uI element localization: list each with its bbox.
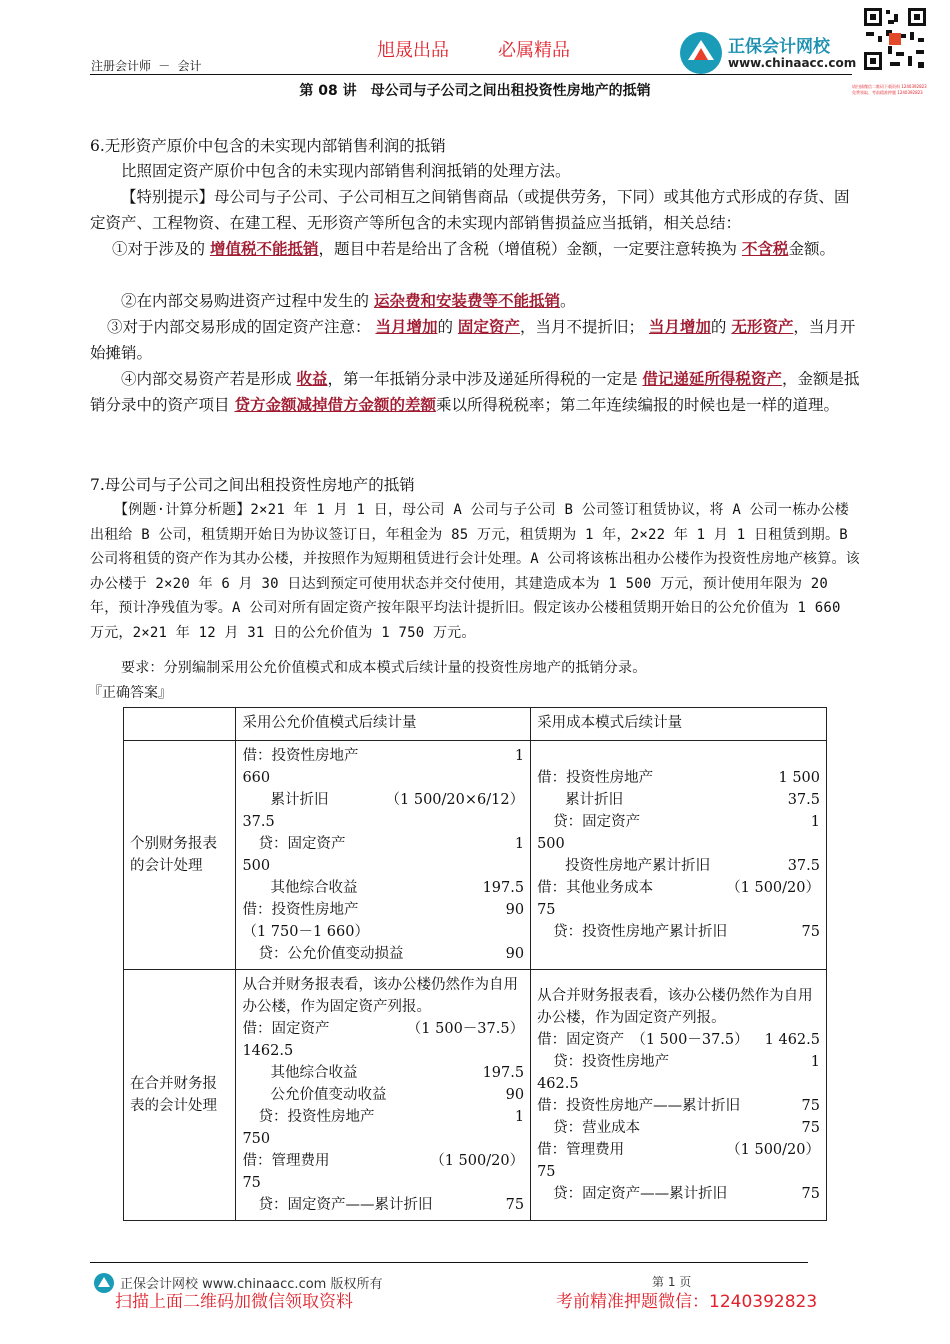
summary-item-4 <box>90 366 860 418</box>
journal-line <box>537 1117 820 1139</box>
journal-amount: 1 <box>514 1109 525 1125</box>
journal-account: 贷：营业成本 <box>553 1120 641 1136</box>
journal-line <box>537 767 820 789</box>
item2-text-a: ②在内部交易购进资产过程中发生的 <box>121 292 370 310</box>
answer-label: 『正确答案』 <box>88 685 172 701</box>
item4-text-c: ，金额是抵销分录中的资产项目 <box>90 370 860 414</box>
journal-line <box>537 899 820 921</box>
chinaacc-logo <box>678 30 858 76</box>
journal-account: 75 <box>537 1164 556 1180</box>
journal-amount: 37.5 <box>787 858 820 874</box>
journal-line <box>242 1150 524 1172</box>
special-tip: 【特别提示】母公司与子公司、子公司相互之间销售商品（或提供劳务，下同）或其他方式形成的存货、固定资产、工程物资、在建工程、无形资产等所包含的未实现内部销售损益应当抵销，相关总结： <box>90 188 850 232</box>
logo-text-cn: 正保会计网校 <box>728 37 830 57</box>
item3-text-b: 的 <box>437 318 453 336</box>
journal-account: （1 750－1 660） <box>242 924 369 940</box>
journal-account: 借：其他业务成本 <box>537 880 654 896</box>
journal-line <box>537 833 820 855</box>
item4-text-d: 乘以所得税税率；第二年连续编报的时候也是一样的道理。 <box>435 396 839 414</box>
consolidated-fv-entries <box>242 1018 524 1216</box>
journal-line <box>537 811 820 833</box>
summary-item-3 <box>90 314 860 366</box>
cell-consolidated-cost <box>531 970 827 1221</box>
table-row <box>124 970 827 1221</box>
journal-line <box>242 1106 524 1128</box>
summary-item-2 <box>90 288 860 314</box>
journal-account: 投资性房地产累计折旧 <box>565 858 711 874</box>
journal-amount: 90 <box>505 1087 525 1103</box>
item1-text-a: ①对于涉及的 <box>112 240 206 258</box>
journal-account: 750 <box>242 1131 271 1147</box>
section6-paragraph: 比照固定资产原价中包含的未实现内部销售利润抵销的处理方法。 <box>121 162 571 180</box>
journal-line <box>537 1073 820 1095</box>
journal-line <box>537 877 820 899</box>
logo-url: www.chinaacc.com <box>728 56 857 70</box>
journal-account: 贷：投资性房地产累计折旧 <box>553 924 728 940</box>
item3-text-c: ，当月不提折旧； <box>519 318 644 336</box>
journal-account: 贷：固定资产——累计折旧 <box>258 1197 433 1213</box>
lecture-title: 第 08 讲 母公司与子公司之间出租投资性房地产的抵销 <box>299 83 651 99</box>
journal-account: 借：管理费用 <box>537 1142 625 1158</box>
footer-copyright: 正保会计网校 www.chinaacc.com 版权所有 <box>120 1277 383 1292</box>
journal-account: 累计折旧 <box>270 792 329 808</box>
item1-text-b: ，题目中若是给出了含税（增值税）金额，一定要注意转换为 <box>318 240 737 258</box>
journal-line <box>242 899 524 921</box>
item2-highlight: 运杂费和安装费等不能抵销 <box>373 291 560 310</box>
item4-highlight-1: 收益 <box>296 369 328 388</box>
journal-amount: 197.5 <box>482 880 525 896</box>
header-slogan-1: 旭晟出品 <box>377 40 449 61</box>
journal-line <box>242 1128 524 1150</box>
journal-amount: （1 500/20） <box>726 1142 820 1158</box>
journal-account: 1462.5 <box>242 1043 294 1059</box>
promo-right: 考前精准押题微信：1240392823 <box>556 1292 818 1312</box>
journal-line <box>537 921 820 943</box>
journal-account: 借：投资性房地产 <box>242 748 359 764</box>
journal-line <box>242 767 524 789</box>
col-header-cost: 采用成本模式后续计量 <box>531 708 827 741</box>
row-label-consolidated: 在合并财务报表的会计处理 <box>124 970 236 1221</box>
item4-text-a: ④内部交易资产若是形成 <box>121 370 292 388</box>
journal-line <box>537 1139 820 1161</box>
journal-account: 462.5 <box>537 1076 579 1092</box>
journal-account: 借：固定资产 （1 500－37.5） <box>537 1032 749 1048</box>
journal-line <box>242 943 524 965</box>
journal-amount: 75 <box>505 1197 525 1213</box>
journal-account: 借：投资性房地产 <box>242 902 359 918</box>
journal-account: 借：管理费用 <box>242 1153 330 1169</box>
item4-highlight-3: 贷方金额减掉借方金额的差额 <box>234 395 436 414</box>
journal-account: 75 <box>242 1175 261 1191</box>
journal-amount: 1 <box>514 748 525 764</box>
consolidated-cost-entries <box>537 1029 820 1205</box>
item4-highlight-2: 借记递延所得税资产 <box>642 369 782 388</box>
table-row <box>124 741 827 970</box>
journal-amount: 75 <box>801 1120 820 1136</box>
item3-text-e: ，当月开始摊销。 <box>90 318 856 362</box>
item3-text-a: ③对于内部交易形成的固定资产注意： <box>107 318 371 336</box>
qr-caption-2: 免费领取、考前精准押题 1240392823 <box>852 90 923 95</box>
journal-line <box>242 1062 524 1084</box>
cell-consolidated-fair-value <box>236 970 531 1221</box>
item4-text-b: ，第一年抵销分录中涉及递延所得税的一定是 <box>327 370 638 388</box>
journal-line <box>242 1172 524 1194</box>
qr-caption-1: 请扫描微信二维码下载资料 1240392823 <box>852 84 927 89</box>
row-label-individual: 个别财务报表的会计处理 <box>124 741 236 970</box>
journal-amount: （1 500/20） <box>726 880 820 896</box>
logo-mark-icon <box>678 30 724 76</box>
item3-highlight-4: 无形资产 <box>731 317 794 336</box>
page-number: 第 1 页 <box>652 1275 692 1289</box>
journal-line <box>242 877 524 899</box>
journal-line <box>242 745 524 767</box>
section6-heading: 6.无形资产原价中包含的未实现内部销售利润的抵销 <box>90 137 446 155</box>
header-rule <box>90 74 852 75</box>
item3-highlight-2: 固定资产 <box>457 317 520 336</box>
journal-account: 贷：固定资产 <box>553 814 641 830</box>
journal-account: 其他综合收益 <box>270 880 358 896</box>
journal-line <box>242 921 524 943</box>
item3-text-d: 的 <box>710 318 727 336</box>
journal-amount: 1 <box>514 836 525 852</box>
journal-line <box>242 833 524 855</box>
item1-highlight-2: 不含税 <box>741 239 789 258</box>
section7-heading: 7.母公司与子公司之间出租投资性房地产的抵销 <box>90 476 415 494</box>
journal-line <box>537 855 820 877</box>
journal-account: 660 <box>242 770 271 786</box>
item3-highlight-3: 当月增加 <box>648 317 711 336</box>
journal-line <box>537 1051 820 1073</box>
item1-text-c: 金额。 <box>788 240 835 258</box>
journal-line <box>537 1095 820 1117</box>
journal-account: 累计折旧 <box>565 792 624 808</box>
journal-amount: 1 462.5 <box>764 1032 820 1048</box>
example-text: 【例题·计算分析题】2×21 年 1 月 1 日，母公司 A 公司与子公司 B 公司签订租赁协议，将 A 公司一栋办公楼出租给 B 公司，租赁期开始日为协议签订日，年租金为 85 万元，租赁期为 1 年，2×22 年 1 月 1 日租赁到期。B 公司将租赁的资产作为其办公楼，并按照作为短期租赁进行会计处理。A 公司将该栋出租办公楼作为投资性房地产核算。该办公楼于 2×20 年 6 月 30 日达到预定可使用状态并交付使用，其建造成本为 1 500 万元，预计使用年限为 20 年，预计净残值为零。A 公司对所有固定资产按年限平均法计提折旧。假定该办公楼租赁期开始日的公允价值为 1 660 万元，2×21 年 12 月 31 日的公允价值为 1 750 万元。 <box>90 502 860 641</box>
journal-line <box>537 1029 820 1051</box>
journal-account: 贷：投资性房地产 <box>553 1054 670 1070</box>
journal-amount: 90 <box>505 946 525 962</box>
journal-amount: （1 500/20×6/12） <box>385 792 525 808</box>
journal-line <box>537 1161 820 1183</box>
journal-account: 公允价值变动收益 <box>270 1087 387 1103</box>
promo-left: 扫描上面二维码加微信领取资料 <box>115 1292 353 1312</box>
consolidated-cost-intro: 从合并财务报表看，该办公楼仍然作为自用办公楼，作为固定资产列报。 <box>537 988 813 1026</box>
journal-account: 贷：公允价值变动损益 <box>258 946 404 962</box>
journal-account: 75 <box>537 902 556 918</box>
journal-line <box>537 1183 820 1205</box>
journal-line <box>242 811 524 833</box>
table-header-row <box>124 708 827 741</box>
journal-amount: 1 500 <box>778 770 820 786</box>
journal-account: 借：固定资产 <box>242 1021 330 1037</box>
journal-account: 借：投资性房地产——累计折旧 <box>537 1098 741 1114</box>
journal-account: 500 <box>242 858 271 874</box>
requirement-text: 要求：分别编制采用公允价值模式和成本模式后续计量的投资性房地产的抵销分录。 <box>121 660 647 676</box>
item2-text-b: 。 <box>559 292 576 310</box>
journal-line <box>242 1084 524 1106</box>
journal-line <box>242 1018 524 1040</box>
header-slogan-2: 必属精品 <box>498 40 570 61</box>
journal-account: 贷：投资性房地产 <box>258 1109 375 1125</box>
item3-highlight-1: 当月增加 <box>375 317 438 336</box>
course-title: 注册会计师 － 会计 <box>91 59 202 73</box>
journal-line <box>242 789 524 811</box>
cell-individual-fair-value <box>236 741 531 970</box>
journal-amount: （1 500/20） <box>430 1153 525 1169</box>
qr-code <box>862 6 928 72</box>
journal-amount: 90 <box>505 902 525 918</box>
journal-account: 37.5 <box>242 814 275 830</box>
cell-individual-cost <box>531 741 827 970</box>
journal-amount: （1 500－37.5） <box>406 1021 525 1037</box>
consolidated-fv-intro: 从合并财务报表看，该办公楼仍然作为自用办公楼，作为固定资产列报。 <box>242 977 518 1015</box>
answer-table <box>123 707 827 1221</box>
journal-amount: 1 <box>810 814 820 830</box>
journal-line <box>242 1040 524 1062</box>
journal-amount: 1 <box>810 1054 820 1070</box>
journal-account: 借：投资性房地产 <box>537 770 654 786</box>
journal-amount: 75 <box>801 1098 820 1114</box>
journal-amount: 37.5 <box>787 792 820 808</box>
journal-line <box>242 1194 524 1216</box>
item1-highlight-1: 增值税不能抵销 <box>209 239 319 258</box>
journal-line <box>537 789 820 811</box>
journal-account: 贷：固定资产 <box>258 836 346 852</box>
journal-account: 其他综合收益 <box>270 1065 358 1081</box>
journal-line <box>242 855 524 877</box>
journal-account: 贷：固定资产——累计折旧 <box>553 1186 728 1202</box>
journal-amount: 197.5 <box>482 1065 525 1081</box>
col-header-fair-value: 采用公允价值模式后续计量 <box>236 708 531 741</box>
summary-item-1 <box>90 236 860 262</box>
journal-account: 500 <box>537 836 565 852</box>
qr-code-icon <box>862 6 928 72</box>
journal-amount: 75 <box>801 924 820 940</box>
journal-amount: 75 <box>801 1186 820 1202</box>
table-corner-cell <box>124 708 236 741</box>
footer-rule <box>90 1262 808 1263</box>
footer-logo-icon <box>93 1272 115 1294</box>
